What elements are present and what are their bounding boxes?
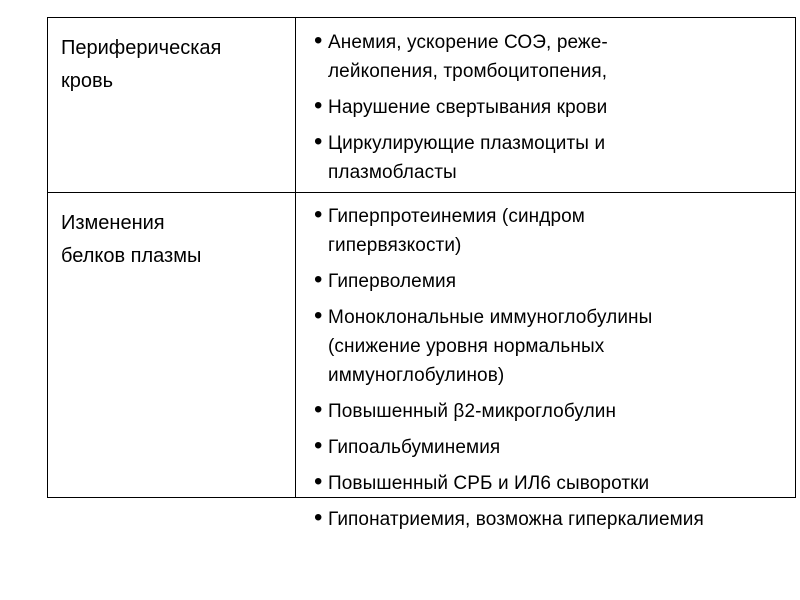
row-label: Периферическая кровь: [61, 37, 222, 92]
list-item: [311, 433, 795, 462]
bullet-icon: •: [314, 302, 323, 329]
bullet-icon: •: [314, 92, 323, 119]
list-item: [311, 303, 795, 390]
bullet-icon: •: [314, 468, 323, 495]
bullet-icon: •: [314, 266, 323, 293]
item-text: Моноклональные иммуноглобулины (снижение уровня нормальных иммуноглобулинов): [328, 307, 653, 386]
item-text: Гиперпротеинемия (синдром гипервязкости): [328, 206, 585, 256]
list-item: [311, 129, 795, 187]
table-row-peripheral-blood: [48, 18, 795, 193]
bullet-icon: •: [314, 432, 323, 459]
list-item: [311, 469, 795, 498]
item-text: Повышенный β2-микроглобулин: [328, 401, 617, 422]
bullet-icon: •: [314, 128, 323, 155]
item-text: Гипонатриемия, возможна гиперкалиемия: [328, 509, 704, 530]
list-item: [311, 505, 795, 534]
item-text: Повышенный СРБ и ИЛ6 сыворотки: [328, 473, 650, 494]
findings-table: [47, 17, 796, 531]
list-item: [311, 267, 795, 296]
findings-list: [311, 202, 795, 534]
bullet-icon: •: [314, 201, 323, 228]
findings-list: [311, 28, 795, 187]
list-item: [311, 397, 795, 426]
bullet-icon: •: [314, 504, 323, 531]
bullet-icon: •: [314, 396, 323, 423]
item-text: Гиперволемия: [328, 271, 457, 292]
list-item: [311, 202, 795, 260]
bullet-icon: •: [314, 27, 323, 54]
row-label: Изменения белков плазмы: [61, 212, 202, 267]
list-item: [311, 93, 795, 122]
item-text: Гипоальбуминемия: [328, 437, 501, 458]
table-row-plasma-proteins: [48, 192, 795, 531]
item-text: Циркулирующие плазмоциты и плазмобласты: [328, 133, 606, 183]
item-text: Анемия, ускорение СОЭ, реже- лейкопения, тромбоцитопения,: [328, 32, 608, 82]
item-text: Нарушение свертывания крови: [328, 97, 608, 118]
list-item: [311, 28, 795, 86]
